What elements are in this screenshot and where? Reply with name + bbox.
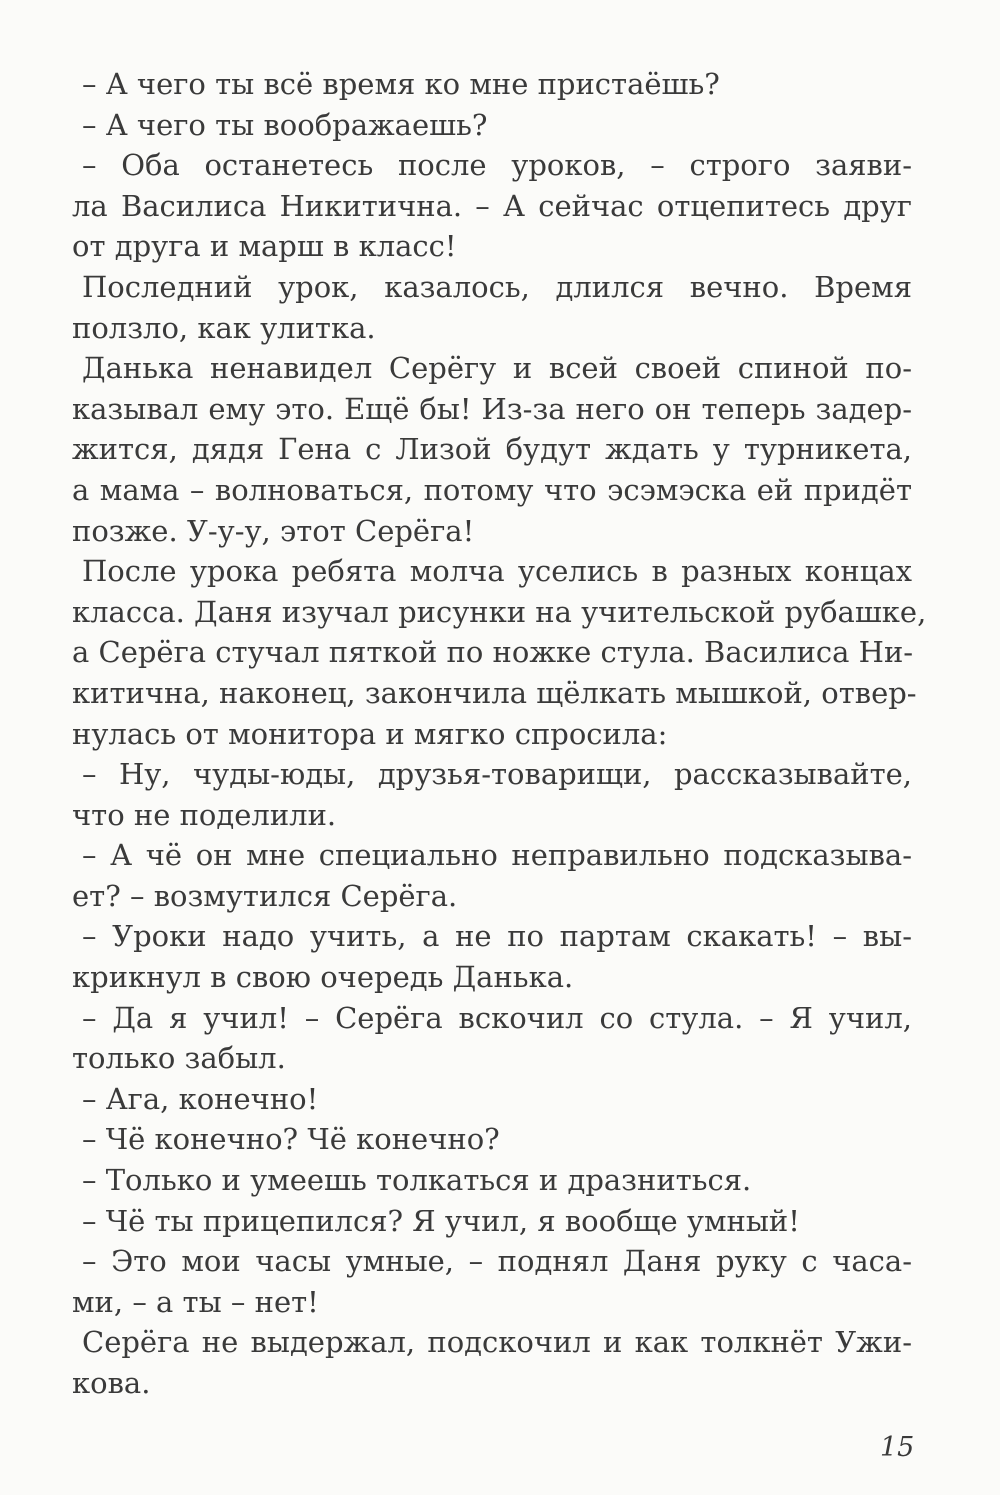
text-line: – А чего ты всё время ко мне пристаёшь? [82, 67, 720, 101]
text-line: – Чё конечно? Чё конечно? [82, 1122, 500, 1157]
text-line: – Ага, конечно! [82, 1081, 319, 1116]
text-line: – Чё ты прицепился? Я учил, я вообще умный! [82, 1203, 800, 1238]
text-line: позже. У-у-у, этот Серёга! [72, 513, 475, 548]
text-line: – Да я учил! – Серёга вскочил со стула. – Я учил, [82, 1000, 912, 1035]
text-line: Последний урок, казалось, длился вечно. Время [82, 269, 912, 304]
text-line: крикнул в свою очередь Данька. [72, 960, 574, 995]
text-line: Данька ненавидел Серёгу и всей своей спиной по- [82, 351, 912, 386]
text-line: – Только и умеешь толкаться и дразниться. [82, 1163, 752, 1198]
body-text [72, 64, 927, 1404]
page-number: 15 [880, 1432, 915, 1463]
text-line: а мама – волноваться, потому что эсэмэска ей придёт [72, 472, 912, 507]
text-line: ми, – а ты – нет! [72, 1284, 319, 1319]
text-line: После урока ребята молча уселись в разных концах [82, 554, 912, 589]
text-line: казывал ему это. Ещё бы! Из-за него он теперь задер- [72, 391, 912, 426]
text-line: от друга и марш в класс! [72, 229, 457, 264]
text-line: ет? – возмутился Серёга. [72, 878, 458, 913]
text-line: кова. [72, 1366, 151, 1400]
text-line: класса. Даня изучал рисунки на учительской рубашке, [72, 594, 927, 629]
text-line: – А чего ты воображаешь? [82, 107, 488, 142]
text-line: только забыл. [72, 1041, 286, 1076]
text-line: Серёга не выдержал, подскочил и как толкнёт Ужи- [82, 1325, 912, 1360]
text-line: – Уроки надо учить, а не по партам скакать! – вы- [82, 919, 912, 954]
text-line: жится, дядя Гена с Лизой будут ждать у турникета, [72, 432, 912, 467]
text-line: нулась от монитора и мягко спросила: [72, 716, 668, 751]
text-line: – А чё он мне специально неправильно подсказыва- [82, 838, 912, 873]
text-line: китична, наконец, закончила щёлкать мышкой, отвер- [72, 675, 917, 710]
text-line: – Оба останетесь после уроков, – строго заяви- [82, 148, 912, 183]
text-line: – Это мои часы умные, – поднял Даня руку с часа- [82, 1244, 912, 1279]
text-line: ла Василиса Никитична. – А сейчас отцепитесь друг [72, 188, 912, 223]
text-line: – Ну, чуды-юды, друзья-товарищи, рассказывайте, [82, 757, 912, 792]
text-line: ползло, как улитка. [72, 310, 376, 345]
text-line: что не поделили. [72, 797, 337, 832]
text-line: а Серёга стучал пяткой по ножке стула. Василиса Ни- [72, 635, 914, 670]
